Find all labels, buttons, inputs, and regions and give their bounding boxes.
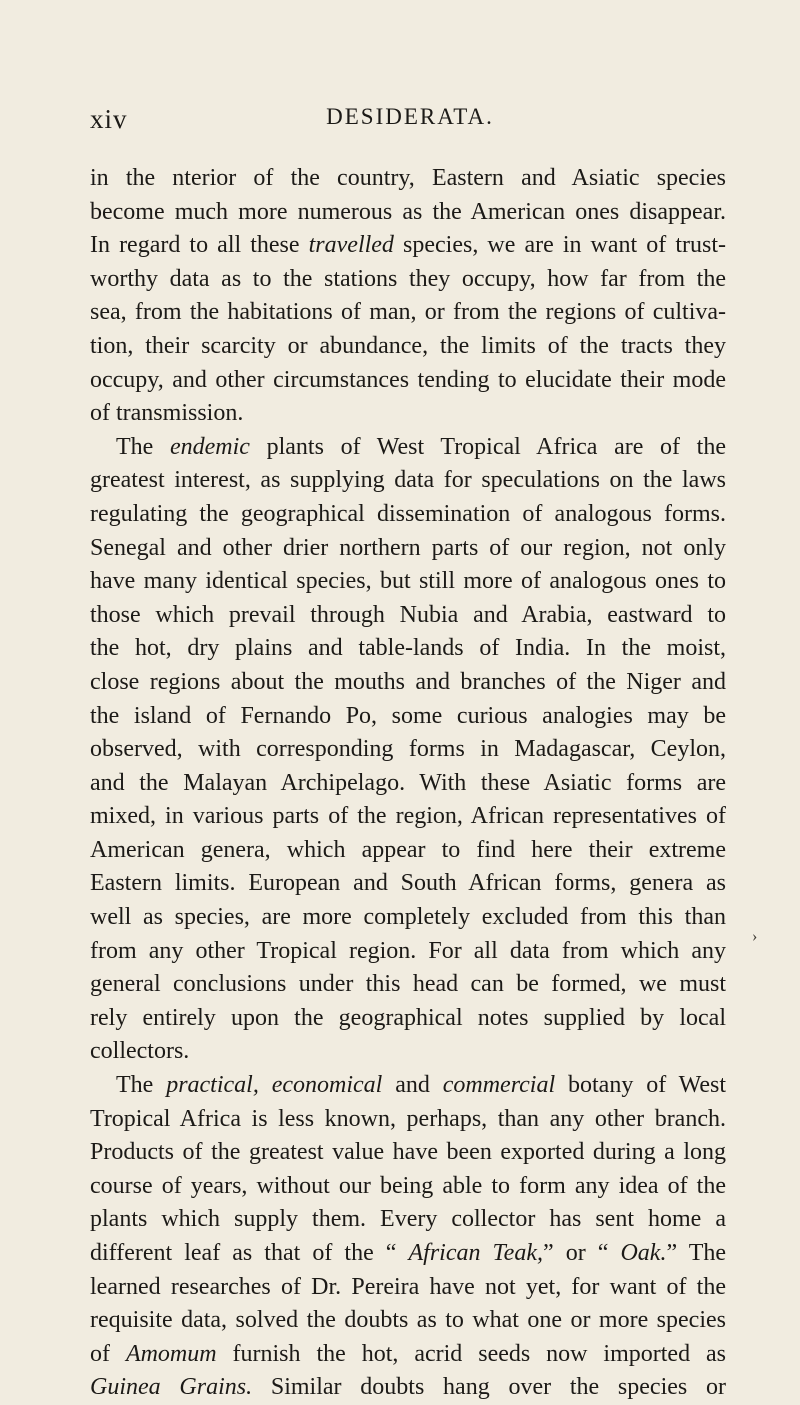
running-title: DESIDERATA.: [326, 104, 494, 129]
text-line: course of years, without our being able to form any idea of the: [90, 1172, 726, 1199]
text-line: rely entirely upon the geographical notes supplied by local: [90, 1004, 726, 1031]
text-line: of transmission.: [90, 400, 244, 427]
text-line: have many identical species, but still more of analogous ones to: [90, 568, 726, 595]
text-line: regulating the geographical dissemination of analogous forms.: [90, 500, 726, 527]
text-line: worthy data as to the stations they occupy, how far from the: [90, 265, 726, 292]
text-line: requisite data, solved the doubts as to what one or more species: [90, 1307, 726, 1334]
body-text: [90, 162, 726, 1405]
text-line: sea, from the habitations of man, or from the regions of cultiva-: [90, 299, 726, 326]
text-line: in the nterior of the country, Eastern and Asiatic species: [90, 165, 726, 191]
text-line: and the Malayan Archipelago. With these Asiatic forms are: [90, 769, 726, 796]
page-number: xiv: [90, 104, 128, 134]
margin-mark: ›: [752, 928, 758, 945]
text-line: Products of the greatest value have been exported during a long: [90, 1139, 726, 1166]
text-line: The endemic plants of West Tropical Africa are of the: [116, 433, 726, 460]
text-line: The practical, economical and commercial botany of West: [116, 1072, 726, 1099]
text-line: close regions about the mouths and branches of the Niger and: [90, 668, 726, 695]
text-line: tion, their scarcity or abundance, the limits of the tracts they: [90, 332, 726, 359]
text-line: Eastern limits. European and South African forms, genera as: [90, 870, 726, 897]
text-line: mixed, in various parts of the region, African representatives of: [90, 803, 726, 830]
text-line: Guinea Grains. Similar doubts hang over the species or: [90, 1374, 726, 1401]
text-line: Tropical Africa is less known, perhaps, than any other branch.: [90, 1105, 726, 1132]
text-line: general conclusions under this head can be formed, we must: [90, 971, 726, 998]
text-line: the hot, dry plains and table-lands of India. In the moist,: [90, 635, 726, 662]
text-line: observed, with corresponding forms in Madagascar, Ceylon,: [90, 736, 726, 763]
text-line: collectors.: [90, 1038, 190, 1065]
text-line: different leaf as that of the “ African Teak,” or “ Oak.” The: [90, 1240, 726, 1266]
text-line: Senegal and other drier northern parts of our region, not only: [90, 534, 726, 561]
text-line: of Amomum furnish the hot, acrid seeds now imported as: [90, 1340, 726, 1367]
text-line: from any other Tropical region. For all data from which any: [90, 937, 726, 964]
text-line: the island of Fernando Po, some curious analogies may be: [90, 702, 726, 729]
text-line: well as species, are more completely excluded from this than: [90, 904, 726, 931]
text-line: greatest interest, as supplying data for speculations on the laws: [90, 467, 726, 494]
text-line: those which prevail through Nubia and Arabia, eastward to: [90, 601, 726, 628]
text-line: American genera, which appear to find here their extreme: [90, 836, 726, 863]
text-line: occupy, and other circumstances tending to elucidate their mode: [90, 366, 726, 393]
text-line: plants which supply them. Every collector has sent home a: [90, 1206, 726, 1233]
text-line: become much more numerous as the American ones disappear.: [90, 198, 726, 225]
page-header: [90, 104, 730, 144]
text-line: In regard to all these travelled species, we are in want of trust-: [90, 232, 726, 259]
text-line: learned researches of Dr. Pereira have not yet, for want of the: [90, 1273, 726, 1300]
